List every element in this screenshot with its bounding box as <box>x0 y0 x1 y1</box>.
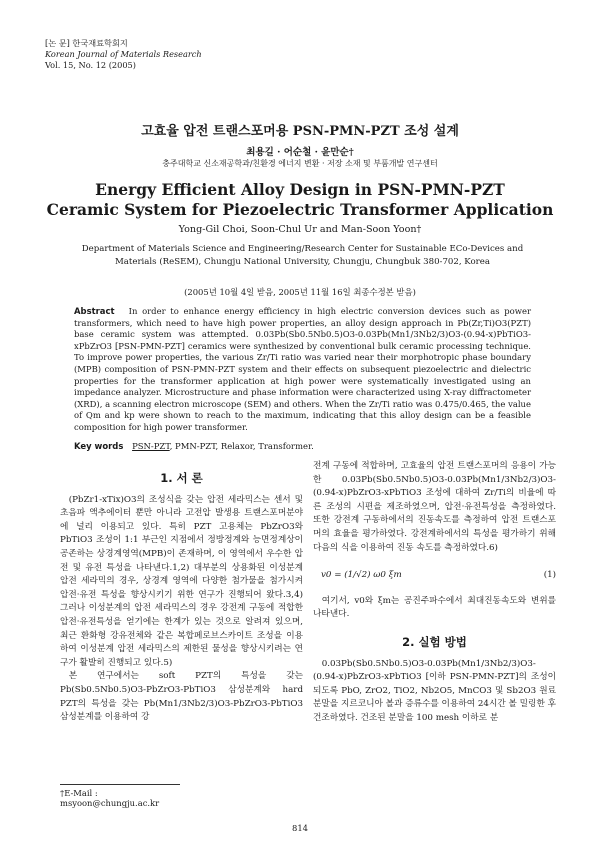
english-title-line2: Ceramic System for Piezoelectric Transformer Application <box>46 200 554 219</box>
article-type-label: [논 문] 한국재료학회지 <box>45 38 128 48</box>
paragraph: 전계 구동에 적합하며, 고효율의 압전 트랜스포머의 응용이 가능한 0.03Pb(Sb0.5Nb0.5)O3-0.03Pb(Mn1/3Nb2/3)O3-(0.94-x)PbZrO3-xPbTiO3 조성에 대하여 Zr/Ti의 비율에 따른 조성의 시편을 제조하였으며, 압전·유전특성을 측정하였다. 또한 강전계 구동하에서의 진동속도를 측정하여 압전 트랜스포머의 효율을 평가하였다. 강전계하에서의 특성을 평가하기 위해 다음의 식을 이용하여 진동 속도를 측정하였다.6) <box>313 461 556 553</box>
equation-1 <box>321 569 556 583</box>
paragraph: 0.03Pb(Sb0.5Nb0.5)O3-0.03Pb(Mn1/3Nb2/3)O3-(0.94-x)PbZrO3-xPbTiO3 [이하 PSN-PMN-PZT]의 조성이 되도록 PbO, ZrO2, TiO2, Nb2O5, MnCO3 및 Sb2O3 원료분말을 지르코니아 볼과 증류수를 이용하여 24시간 볼 밀링한 후 건조하였다. 건조된 분말을 100 mesh 이하로 분 <box>313 658 556 723</box>
paragraph: 여기서, v0와 ξm는 공진주파수에서 최대진동속도와 변위를 나타낸다. <box>313 595 556 620</box>
right-column <box>313 460 556 726</box>
english-affiliation: Department of Materials Science and Engineering/Research Center for Sustainable ECo-Devices and Materials (ReSEM), Chungju National University, Chungju, Chungbuk 380-702, Korea <box>81 244 524 267</box>
keywords-rest: , PMN-PZT, Relaxor, Transformer. <box>169 441 314 451</box>
footnote-email: †E-Mail : msyoon@chungju.ac.kr <box>60 784 180 808</box>
equation-number: (1) <box>543 570 556 581</box>
volume-issue: Vol. 15, No. 12 (2005) <box>45 60 136 70</box>
journal-header <box>45 38 202 71</box>
keyword-first: PSN-PZT <box>132 441 170 451</box>
english-title-line1: Energy Efficient Alloy Design in PSN-PMN-PZT <box>95 180 505 199</box>
paragraph: 본 연구에서는 soft PZT의 특성을 갖는 Pb(Sb0.5Nb0.5)O3-PbZrO3-PbTiO3 삼성분계와 hard PZT의 특성을 갖는 Pb(Mn1/3Nb2/3)O3-PbZrO3-PbTiO3 삼성분계를 이용하여 강 <box>60 671 303 723</box>
page-number: 814 <box>292 823 308 833</box>
abstract-text: In order to enhance energy efficiency in high electric conversion devices such as power transformers, which need to have high power properties, an alloy design approach in Pb(Zr,Ti)O3(PZT) base ceramic system was attempted. 0.03Pb(Sb0.5Nb0.5)O3-0.03Pb(Mn1/3Nb2/3)O3-(0.94-x)PbTiO3-xPbZrO3 [PSN-PMN-PZT] ceramics were synthesized by conventional bulk ceramic processing technique. To improve power properties, the various Zr/Ti ratio was varied near their morphotropic phase boundary (MPB) composition of PSN-PMN-PZT system and their effects on subsequent piezoelectric and dielectric properties for the transformer application at high power were systematically investigated using an impedance analyzer. Microstructure and phase information were characterized using X-ray diffractometer (XRD), a scanning electron microscope (SEM) and others. When the Zr/Ti ratio was 0.475/0.465, the value of Qm and kp were shown to reach to the maximum, indicating that this alloy design can be a feasible composition for high power transformer. <box>74 306 531 432</box>
section-heading-experimental: 2. 실험 방법 <box>402 634 467 649</box>
english-title <box>0 180 600 220</box>
abstract <box>74 306 531 434</box>
left-column <box>60 472 303 725</box>
abstract-label: Abstract <box>74 306 115 316</box>
journal-name: Korean Journal of Materials Research <box>45 49 202 59</box>
english-authors: Yong-Gil Choi, Soon-Chul Ur and Man-Soon Yoon† <box>178 224 422 235</box>
equation: v0 = (1/√2) ω0 ξm <box>321 570 402 581</box>
korean-title: 고효율 압전 트랜스포머용 PSN-PMN-PZT 조성 설계 <box>141 124 459 139</box>
received-dates: (2005년 10월 4일 받음, 2005년 11월 16일 최종수정본 받음) <box>184 287 416 297</box>
korean-authors: 최용길 · 어순철 · 윤만순† <box>246 147 354 158</box>
section-heading-introduction: 1. 서 론 <box>160 471 203 485</box>
keywords <box>74 441 531 451</box>
korean-affiliation: 충주대학교 신소재공학과/친환경 에너지 변환 · 저장 소재 및 부품개발 연구센터 <box>162 159 438 168</box>
paragraph: (PbZr1-xTix)O3의 조성식을 갖는 압전 세라믹스는 센서 및 초음파 액추에이터 뿐만 아니라 고전압 발생용 트랜스포머분야에 널리 이용되고 있다. 특히 PZT 고용체는 PbZrO3와 PbTiO3 조성이 1:1 부근인 지점에서 정방정계와 능면정계상이 공존하는 상경계영역(MPB)이 존재하며, 이 영역에서 우수한 압전 및 유전 특성을 나타낸다.1,2) 대부분의 상용화된 이성분계 압전 세라믹의 경우, 상경계 영역에 다양한 첨가물을 첨가시켜 압전·유전 특성을 향상시키기 위한 연구가 진행되어 왔다.3,4) 그러나 이성분계의 압전 세라믹스의 경우 강전계 구동에 적합한 압전·유전특성을 얻기에는 한계가 있는 것으로 알려져 있으며, 최근 환화형 강유전체와 같은 복합페로브스카이트 조성을 이용하여 이성분계 압전 세라믹스의 제한된 물성을 향상시키려는 연구가 활발히 진행되고 있다.5) <box>60 494 303 668</box>
keywords-label: Key words <box>74 441 124 451</box>
